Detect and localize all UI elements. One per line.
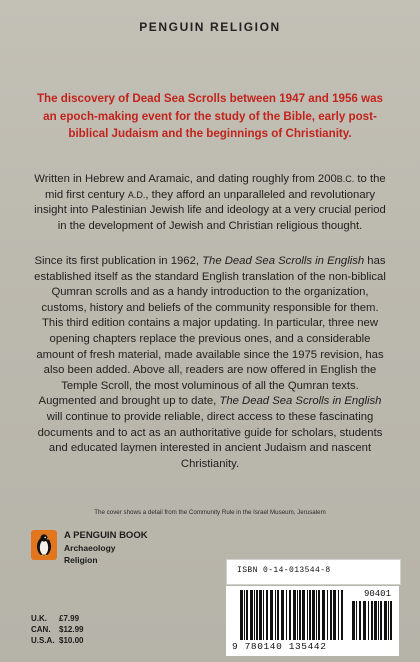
price-row (31, 624, 99, 635)
barcode-bar (275, 590, 276, 640)
p2-book-title-1: The Dead Sea Scrolls in English (202, 255, 365, 267)
barcode-bar (309, 590, 311, 640)
barcode-bar (289, 590, 291, 640)
price-country: U.K. (31, 614, 47, 623)
barcode-bar (299, 590, 301, 640)
imprint (64, 530, 148, 566)
barcode-bar (338, 590, 339, 640)
p1-text-c: , they afford an unparalleled and revolutionary insight into Palestinian Jewish life and ideology at a very crucial period in the development of Jewish and Christian religious thought. (34, 188, 386, 232)
barcode-bar (371, 601, 373, 640)
barcode-bar (256, 590, 258, 640)
barcode-bar (302, 590, 305, 640)
barcode-bar (281, 590, 284, 640)
category-religion: Religion (64, 555, 98, 565)
isbn-number: ISBN 0-14-013544-8 (237, 566, 331, 575)
publisher-label: A PENGUIN BOOK (64, 530, 148, 541)
barcode-bar (374, 601, 377, 640)
barcode-bar (277, 590, 279, 640)
barcode-bar (352, 601, 355, 640)
barcode-bar (363, 601, 366, 640)
barcode-bar (266, 590, 268, 640)
cover-credit: The cover shows a detail from the Community Rule in the Israel Museum, Jerusalem (94, 509, 326, 516)
p1-text-b: to the mid first century (44, 173, 386, 201)
barcode-ean-number: 9 780140 135442 (232, 641, 327, 652)
p2-book-title-2: The Dead Sea Scrolls in English (219, 395, 382, 408)
series-title: PENGUIN RELIGION (139, 20, 281, 34)
price-row (31, 635, 99, 646)
p1-text-a: Written in Hebrew and Aramaic, and dating roughly from 200 (34, 173, 337, 185)
barcode-bar (341, 590, 343, 640)
barcode-bar (388, 601, 389, 640)
barcode-bar (356, 601, 357, 640)
barcode-bar (246, 590, 248, 640)
barcode-bar (333, 590, 336, 640)
barcode-bar (259, 590, 262, 640)
price-list (31, 613, 99, 646)
price-value: $10.00 (59, 636, 84, 645)
p2-text-c: will continue to provide reliable, direct access to these fascinating documents and to act as an authoritative guide for scholars, students and educated laymen interested in ancient Judaism and nascent Christianity. (37, 410, 383, 470)
barcode-bar (263, 590, 264, 640)
description-paragraph-1 (34, 172, 386, 234)
barcode-bar (286, 590, 287, 640)
barcode-bar (384, 601, 387, 640)
barcode-bar (359, 601, 361, 640)
barcode-bar (250, 590, 253, 640)
barcode-bar (322, 590, 325, 640)
barcode-bar (270, 590, 273, 640)
barcode-bar (318, 590, 320, 640)
barcode-bar (240, 590, 243, 640)
barcode-bar (330, 590, 332, 640)
barcode-bar (293, 590, 296, 640)
barcode-bar (368, 601, 369, 640)
barcode-bar (327, 590, 328, 640)
description-paragraph-2 (34, 254, 386, 472)
p2-text-b: has established itself as the standard English translation of the non-biblical Qumran scrolls and as a handy introduction to the organization, customs, history and beliefs of the community responsible for them. This third edition contains a major updating. In particular, three new opening chapters replace the previous ones, and a considerable amount of fresh material, made available since the 1975 revision, has also been added. Above all, readers are now offered in English the Temple Scroll, the most voluminous of all the Qumran texts. Augmented and brought up to date, (34, 255, 386, 408)
price-country: U.S.A. (31, 636, 55, 645)
barcode-bar (390, 601, 392, 640)
penguin-glyph (35, 533, 53, 557)
price-value: $12.99 (59, 625, 84, 634)
barcode-bar (316, 590, 317, 640)
barcode-bar (380, 601, 382, 640)
isbn-panel (226, 559, 401, 585)
price-value: £7.99 (59, 614, 80, 623)
p2-text-a: Since its first publication in 1962, (34, 255, 203, 267)
price-row (31, 613, 99, 624)
barcode-icon (226, 586, 399, 656)
price-country: CAN. (31, 625, 51, 634)
barcode-bar (307, 590, 308, 640)
barcode-addon-number: 90401 (363, 589, 391, 599)
category-archaeology: Archaeology (64, 543, 116, 553)
barcode-bar (378, 601, 379, 640)
barcode-bar (244, 590, 245, 640)
barcode-bar (254, 590, 255, 640)
p1-bc: B.C. (336, 174, 355, 184)
barcode-bar (312, 590, 315, 640)
blurb-red: The discovery of Dead Sea Scrolls between 1947 and 1956 was an epoch-making event for the study of the Bible, early post-biblical Judaism and the beginnings of Christianity. (36, 92, 384, 140)
barcode-bar (297, 590, 298, 640)
penguin-logo-icon (31, 530, 57, 560)
p1-ad: A.D. (127, 189, 146, 200)
